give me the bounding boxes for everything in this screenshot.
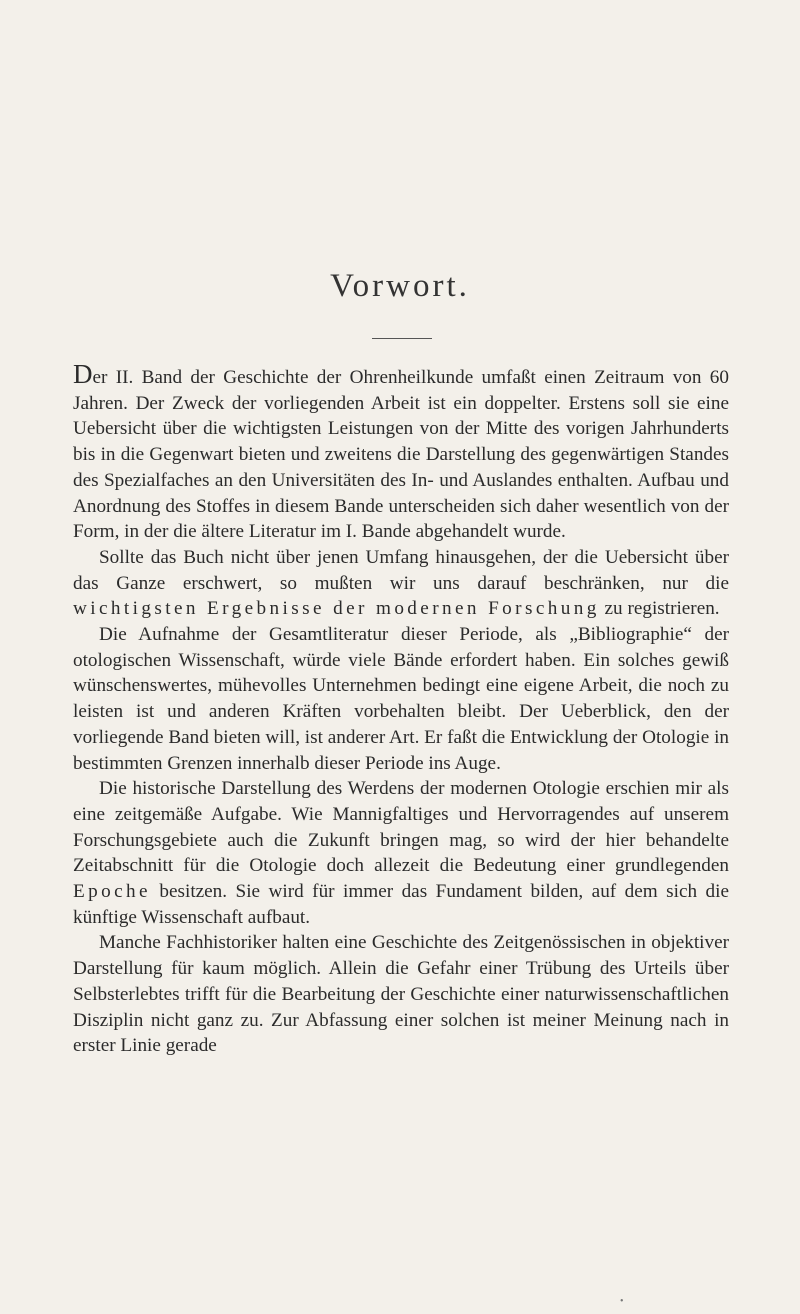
- initial-letter: D: [73, 359, 93, 389]
- paragraph-5: [73, 930, 729, 1059]
- title-divider: [372, 338, 432, 339]
- paragraph-2-text-after: zu registrieren.: [599, 598, 720, 620]
- paragraph-3-text: Die Aufnahme der Gesamtliteratur dieser Periode, als „Bibliographie“ der otologischen Wissenschaft, würde viele Bände erfordert haben. Ein solches gewiß wünschenswertes, mühevolles Unternehmen bedingt eine eigene Arbeit, die noch zu leisten ist und anderen Kräften vorbehalten bleibt. Der Ueberblick, den der vorliegende Band bieten will, ist anderer Art. Er faßt die Entwicklung der Otologie in bestimmten Grenzen innerhalb dieser Periode ins Auge.: [73, 624, 729, 774]
- body-text: [73, 359, 729, 1059]
- paragraph-4-text-after: besitzen. Sie wird für immer das Fundament bilden, auf dem sich die künftige Wissenschaft aufbaut.: [73, 881, 729, 928]
- paragraph-4: [73, 776, 729, 930]
- paragraph-2-text-before: Sollte das Buch nicht über jenen Umfang hinausgehen, der die Uebersicht über das Ganze erschwert, so mußten wir uns darauf beschränken, nur die: [73, 546, 729, 594]
- paragraph-4-text-before: Die historische Darstellung des Werdens der modernen Otologie erschien mir als eine zeitgemäße Aufgabe. Wie Mannigfaltiges und Hervorragendes auf unserem Forschungsgebiete auch die Zukunft bringen mag, so wird der hier behandelte Zeitabschnitt für die Otologie doch allezeit die Bedeutung einer grundlegenden: [73, 778, 729, 877]
- emphasis-spaced-text: wichtigsten Ergebnisse der modernen Forschung: [73, 598, 600, 620]
- page-speck-mark: •: [620, 1296, 624, 1307]
- emphasis-spaced-text: Epoche: [73, 881, 151, 903]
- paragraph-1: [73, 359, 729, 545]
- paragraph-1-text: er II. Band der Geschichte der Ohrenheilkunde umfaßt einen Zeitraum von 60 Jahren. Der Zweck der vorliegenden Arbeit ist ein doppelter. Erstens soll sie eine Uebersicht über die wichtigsten Leistungen von der Mitte des vorigen Jahrhunderts bis in die Gegenwart bieten und zweitens die Darstellung des gegenwärtigen Standes des Spezialfaches an den Universitäten des In- und Auslandes enthalten. Aufbau und Anordnung des Stoffes in diesem Bande unterscheiden sich daher wesentlich von der Form, in der die ältere Literatur im I. Bande abgehandelt wurde.: [73, 367, 729, 543]
- page-title: Vorwort.: [330, 268, 470, 304]
- paragraph-5-text: Manche Fachhistoriker halten eine Geschichte des Zeitgenössischen in objektiver Darstellung für kaum möglich. Allein die Gefahr einer Trübung des Urteils über Selbsterlebtes trifft für die Bearbeitung der Geschichte einer naturwissenschaftlichen Disziplin nicht ganz zu. Zur Abfassung einer solchen ist meiner Meinung nach in erster Linie gerade: [73, 932, 729, 1057]
- paragraph-2: [73, 545, 729, 622]
- paragraph-3: [73, 622, 729, 776]
